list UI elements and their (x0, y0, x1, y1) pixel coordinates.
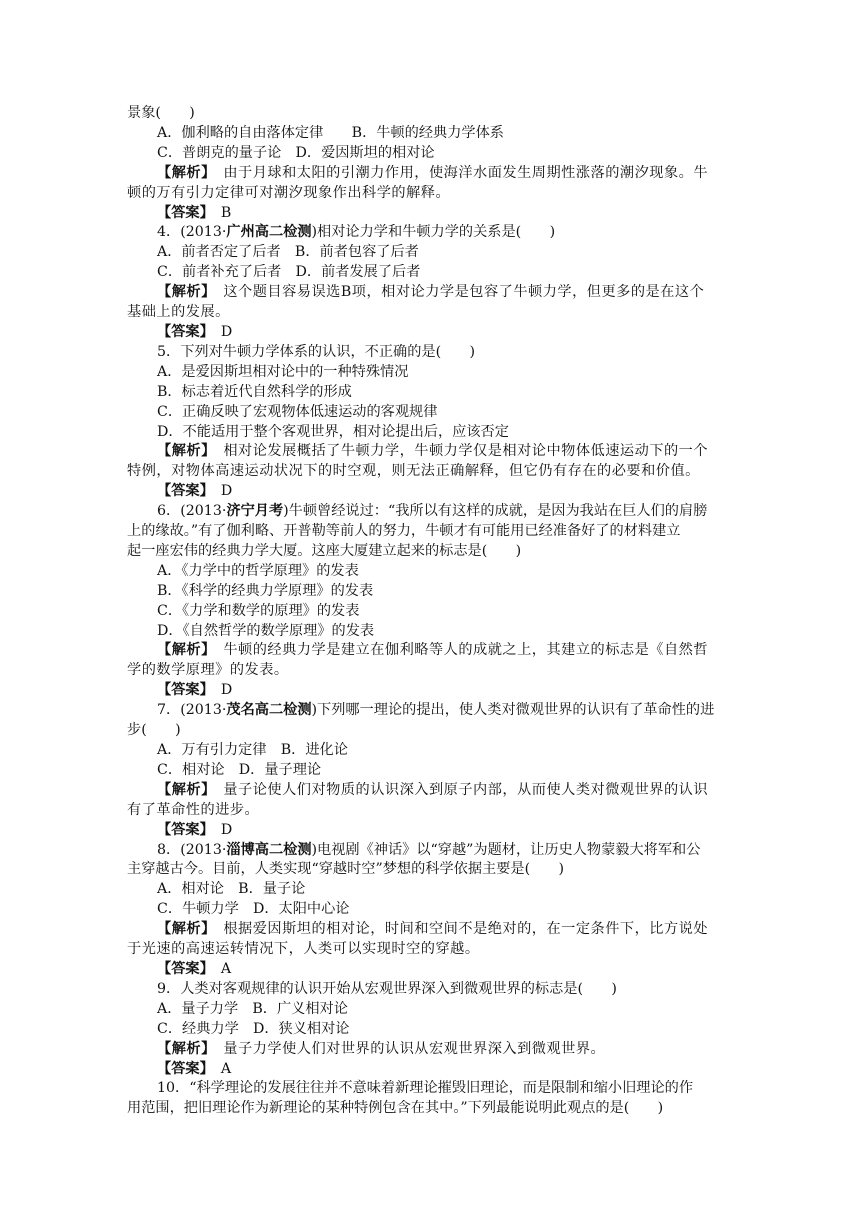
line-text: C．前者补充了后者 D．前者发展了后者 (157, 264, 421, 281)
line-text: C．《力学和数学的原理》的发表 (157, 602, 360, 619)
text-line (127, 263, 735, 283)
line-text: A．量子力学 B．广义相对论 (157, 1000, 348, 1017)
line-text: 学的数学原理》的发表。 (127, 662, 289, 679)
line-text: 步( ) (127, 722, 181, 739)
answer-line (127, 821, 735, 841)
line-text: 10．“科学理论的发展往往并不意味着新理论摧毁旧理论，而是限制和缩小旧理论的作 (157, 1080, 694, 1097)
analysis-line (127, 920, 735, 940)
text-line (127, 1099, 735, 1119)
text-line (127, 462, 735, 482)
answer-label: 【答案】 (157, 483, 207, 500)
text-line (127, 1020, 735, 1040)
line-text: 牛顿的经典力学是建立在伽利略等人的成就之上，其建立的标志是《自然哲 (208, 642, 709, 659)
analysis-label: 【解析】 (157, 921, 209, 938)
line-text: C．正确反映了宏观物体低速运动的客观规律 (157, 403, 438, 420)
answer-label: 【答案】 (157, 960, 207, 977)
text-line (127, 900, 735, 920)
line-text: 9．人类对客观规律的认识开始从宏观世界深入到微观世界的标志是( ) (157, 980, 617, 997)
answer-label: 【答案】 (157, 1060, 207, 1077)
question-source: 淄博高二检测 (226, 841, 312, 858)
line-text: 基础上的发展。 (127, 304, 230, 321)
line-text: A (206, 1060, 232, 1077)
text-line (127, 721, 735, 741)
line-text: 于光速的高速运转情况下，人类可以实现时空的穿越。 (127, 941, 480, 958)
text-line (127, 124, 735, 144)
text-line (127, 980, 735, 1000)
text-line (127, 184, 735, 204)
analysis-label: 【解析】 (157, 642, 209, 659)
text-line (127, 144, 735, 164)
text-line (127, 880, 735, 900)
analysis-line (127, 442, 735, 462)
line-text: D (206, 682, 233, 699)
line-text: C．相对论 D．量子理论 (157, 761, 322, 778)
analysis-label: 【解析】 (157, 164, 209, 181)
line-text: B (206, 204, 232, 221)
text-line (127, 622, 735, 642)
text-line (127, 661, 735, 681)
line-text: 5．下列对牛顿力学体系的认识，不正确的是( ) (157, 343, 476, 360)
analysis-label: 【解析】 (157, 284, 209, 301)
line-text-continued: )电视剧《神话》以“穿越”为题材，让历史人物蒙毅大将军和公 (311, 841, 701, 858)
text-line (127, 383, 735, 403)
line-text: A．相对论 B．量子论 (157, 881, 306, 898)
line-text: 7．(2013· (157, 702, 227, 719)
text-line (127, 542, 735, 562)
line-text: A．万有引力定律 B．进化论 (157, 742, 348, 758)
line-text: 上的缘故。”有了伽利略、开普勒等前人的努力，牛顿才有可能用已经准备好了的材料建立 (127, 523, 681, 540)
text-line (127, 1079, 735, 1099)
analysis-label: 【解析】 (157, 1040, 209, 1057)
answer-label: 【答案】 (157, 204, 207, 221)
analysis-label: 【解析】 (157, 781, 209, 798)
text-line (127, 104, 735, 124)
line-text: 4．(2013· (157, 224, 227, 241)
line-text: D．《自然哲学的数学原理》的发表 (157, 622, 375, 639)
question-source: 茂名高二检测 (226, 702, 312, 719)
line-text: 6．(2013· (157, 503, 227, 520)
line-text: 根据爱因斯坦的相对论，时间和空间不是绝对的，在一定条件下，比方说处 (208, 921, 709, 938)
text-line (127, 741, 735, 761)
line-text: A (206, 960, 232, 977)
answer-label: 【答案】 (157, 682, 207, 699)
line-text: 顿的万有引力定律可对潮汐现象作出科学的解释。 (127, 184, 451, 201)
analysis-label: 【解析】 (157, 443, 209, 460)
document-body (127, 104, 735, 1119)
text-line (127, 1000, 735, 1020)
line-text: 起一座宏伟的经典力学大厦。这座大厦建立起来的标志是( ) (127, 542, 522, 559)
text-line (127, 940, 735, 960)
line-text: A．前者否定了后者 B．前者包容了后者 (157, 244, 419, 261)
line-text: 有了革命性的进步。 (127, 801, 260, 818)
text-line (127, 243, 735, 263)
text-line (127, 363, 735, 383)
answer-line (127, 482, 735, 502)
text-line (127, 582, 735, 602)
answer-line (127, 960, 735, 980)
text-line (127, 841, 735, 861)
line-text: 相对论发展概括了牛顿力学，牛顿力学仅是相对论中物体低速运动下的一个 (208, 443, 709, 460)
text-line (127, 562, 735, 582)
line-text: B．《科学的经典力学原理》的发表 (157, 582, 374, 599)
text-line (127, 423, 735, 443)
line-text: D (206, 483, 233, 500)
analysis-line (127, 1040, 735, 1060)
line-text: D (206, 323, 233, 340)
line-text: D (206, 821, 233, 838)
text-line (127, 860, 735, 880)
line-text-continued: )下列哪一理论的提出，使人类对微观世界的认识有了革命性的进 (311, 702, 715, 719)
line-text: 量子力学使人们对世界的认识从宏观世界深入到微观世界。 (208, 1040, 606, 1057)
text-line (127, 223, 735, 243)
line-text: A．《力学中的哲学原理》的发表 (157, 562, 359, 579)
question-source: 广州高二检测 (226, 224, 312, 241)
text-line (127, 502, 735, 522)
answer-line (127, 681, 735, 701)
analysis-line (127, 164, 735, 184)
answer-line (127, 323, 735, 343)
answer-line (127, 1060, 735, 1080)
text-line (127, 801, 735, 821)
line-text: 这个题目容易误选B项，相对论力学是包容了牛顿力学，但更多的是在这个 (208, 284, 705, 301)
text-line (127, 602, 735, 622)
text-line (127, 343, 735, 363)
line-text: 8．(2013· (157, 841, 227, 858)
analysis-line (127, 641, 735, 661)
line-text: A．伽利略的自由落体定律 B．牛顿的经典力学体系 (157, 124, 504, 141)
line-text-continued: )相对论力学和牛顿力学的关系是( ) (311, 224, 556, 241)
text-line (127, 761, 735, 781)
answer-line (127, 204, 735, 224)
text-line (127, 701, 735, 721)
line-text: C．牛顿力学 D．太阳中心论 (157, 901, 350, 918)
line-text: 由于月球和太阳的引潮力作用，使海洋水面发生周期性涨落的潮汐现象。牛 (208, 164, 709, 181)
line-text: A．是爱因斯坦相对论中的一种特殊情况 (157, 363, 409, 380)
line-text-continued: )牛顿曾经说过：“我所以有这样的成就，是因为我站在巨人们的肩膀 (283, 503, 708, 520)
text-line (127, 522, 735, 542)
analysis-line (127, 283, 735, 303)
analysis-line (127, 781, 735, 801)
line-text: 量子论使人们对物质的认识深入到原子内部，从而使人类对微观世界的认识 (208, 781, 709, 798)
line-text: D．不能适用于整个客观世界，相对论提出后，应该否定 (157, 423, 509, 440)
question-source: 济宁月考 (226, 503, 284, 520)
line-text: 用范围，把旧理论作为新理论的某种特例包含在其中。”下列最能说明此观点的是( ) (127, 1100, 664, 1117)
line-text: B．标志着近代自然科学的形成 (157, 383, 352, 400)
text-line (127, 403, 735, 423)
line-text: 景象( ) (127, 105, 195, 121)
line-text: C．经典力学 D．狭义相对论 (157, 1020, 350, 1037)
answer-label: 【答案】 (157, 323, 207, 340)
line-text: C．普朗克的量子论 D．爱因斯坦的相对论 (157, 144, 435, 161)
text-line (127, 303, 735, 323)
line-text: 特例，对物体高速运动状况下的时空观，则无法正确解释，但它仍有存在的必要和价值。 (127, 463, 700, 480)
answer-label: 【答案】 (157, 821, 207, 838)
line-text: 主穿越古今。目前，人类实现“穿越时空”梦想的科学依据主要是( ) (127, 861, 565, 878)
